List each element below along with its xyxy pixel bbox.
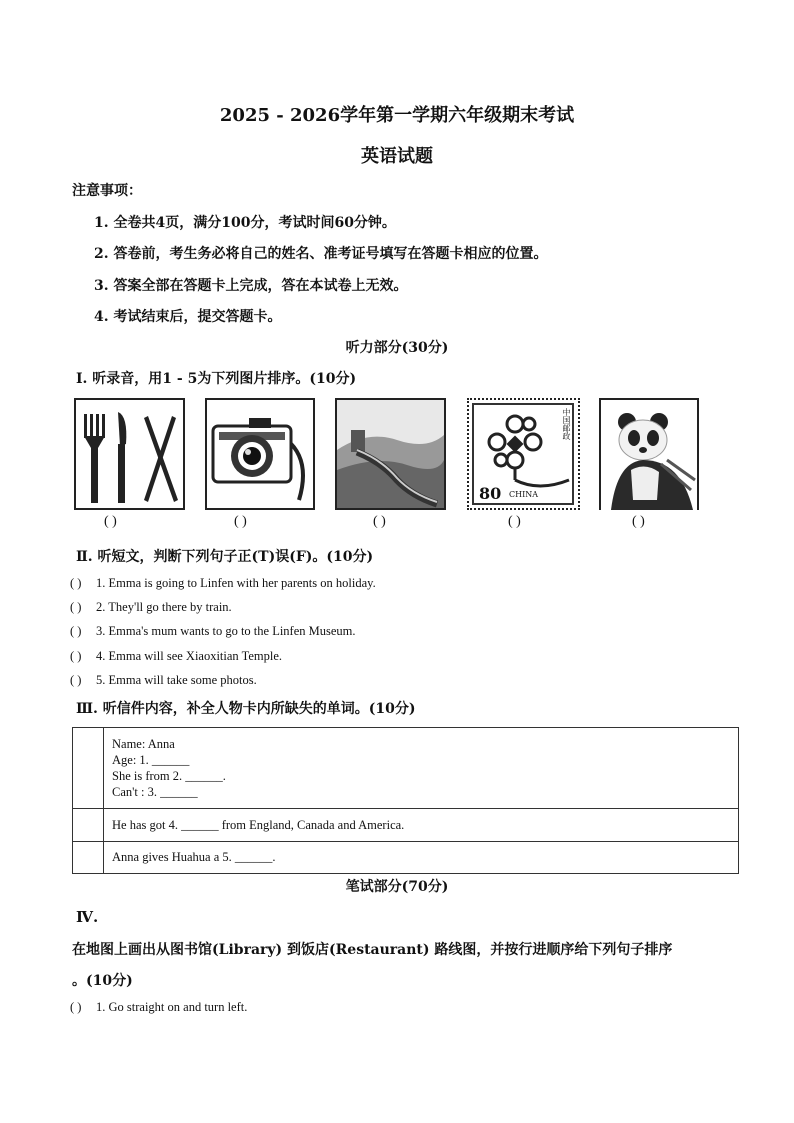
answer-blank[interactable]: ( ) xyxy=(373,514,386,529)
person-card-table xyxy=(72,727,739,874)
answer-paren[interactable]: ( ) xyxy=(70,649,82,663)
answer-paren[interactable]: ( ) xyxy=(70,673,82,687)
notice-item: 3. 答案全部在答题卡上完成，答在本试卷上无效。 xyxy=(94,278,408,294)
answer-blank[interactable]: ( ) xyxy=(508,514,521,529)
stamp-china: CHINA xyxy=(509,490,539,499)
great-wall-picture xyxy=(335,398,446,510)
section1-title: Ⅰ. 听录音，用1 - 5为下列图片排序。(10分) xyxy=(76,371,357,387)
panda-picture xyxy=(599,398,699,510)
answer-paren[interactable]: ( ) xyxy=(70,600,82,614)
writing-label: 笔试部分(70分) xyxy=(345,879,449,895)
section2-title: Ⅱ. 听短文，判断下列句子正(T)误(F)。(10分) xyxy=(76,549,374,565)
fork-knife-chopsticks-picture xyxy=(74,398,185,510)
section4-instruction-end: 。(10分) xyxy=(72,973,133,989)
stamp-value: 80 xyxy=(479,484,502,503)
card-row: He has got 4. ______ from England, Canada and America. xyxy=(104,809,739,842)
section4-number: Ⅳ. xyxy=(76,908,99,926)
tf-item: ( ) 5. Emma will take some photos. xyxy=(70,673,257,687)
notice-item: 1. 全卷共4页，满分100分，考试时间60分钟。 xyxy=(94,215,396,231)
exam-title: 2025 - 2026学年第一学期六年级期末考试 xyxy=(219,105,575,126)
answer-paren[interactable]: ( ) xyxy=(70,576,82,590)
notice-item: 4. 考试结束后，提交答题卡。 xyxy=(94,309,282,325)
card-row: Anna gives Huahua a 5. ______. xyxy=(104,842,739,874)
tf-item: ( ) 3. Emma's mum wants to go to the Linfen Museum. xyxy=(70,624,356,638)
camera-icon xyxy=(207,400,313,508)
notice-heading: 注意事项： xyxy=(72,183,142,199)
exam-subtitle: 英语试题 xyxy=(361,146,433,167)
card-info-cell: Name: Anna Age: 1. ______ She is from 2. ______. Can't : 3. ______ xyxy=(104,728,739,809)
panda-icon xyxy=(601,400,697,510)
listening-label: 听力部分(30分) xyxy=(345,340,449,356)
answer-blank[interactable]: ( ) xyxy=(104,514,117,529)
answer-blank[interactable]: ( ) xyxy=(234,514,247,529)
tf-item: ( ) 4. Emma will see Xiaoxitian Temple. xyxy=(70,649,283,663)
answer-paren[interactable]: ( ) xyxy=(70,624,82,638)
tf-item: ( ) 2. They'll go there by train. xyxy=(70,600,232,614)
order-item: ( ) 1. Go straight on and turn left. xyxy=(70,1000,248,1014)
tf-item: ( ) 1. Emma is going to Linfen with her parents on holiday. xyxy=(70,576,376,590)
great-wall-icon xyxy=(337,400,444,508)
stamp-text: 中国邮政 xyxy=(562,408,571,440)
answer-paren[interactable]: ( ) xyxy=(70,1000,82,1014)
camera-picture xyxy=(205,398,315,510)
chinese-knot-stamp-picture xyxy=(467,398,580,510)
cutlery-icon xyxy=(76,400,183,508)
notice-item: 2. 答卷前，考生务必将自己的姓名、准考证号填写在答题卡相应的位置。 xyxy=(94,246,548,262)
answer-blank[interactable]: ( ) xyxy=(632,514,645,529)
section4-instruction: 在地图上画出从图书馆(Library) 到饭店(Restaurant) 路线图，并按行进顺序给下列句子排序 xyxy=(72,942,673,958)
section3-title: Ⅲ. 听信件内容，补全人物卡内所缺失的单词。(10分) xyxy=(76,701,416,717)
